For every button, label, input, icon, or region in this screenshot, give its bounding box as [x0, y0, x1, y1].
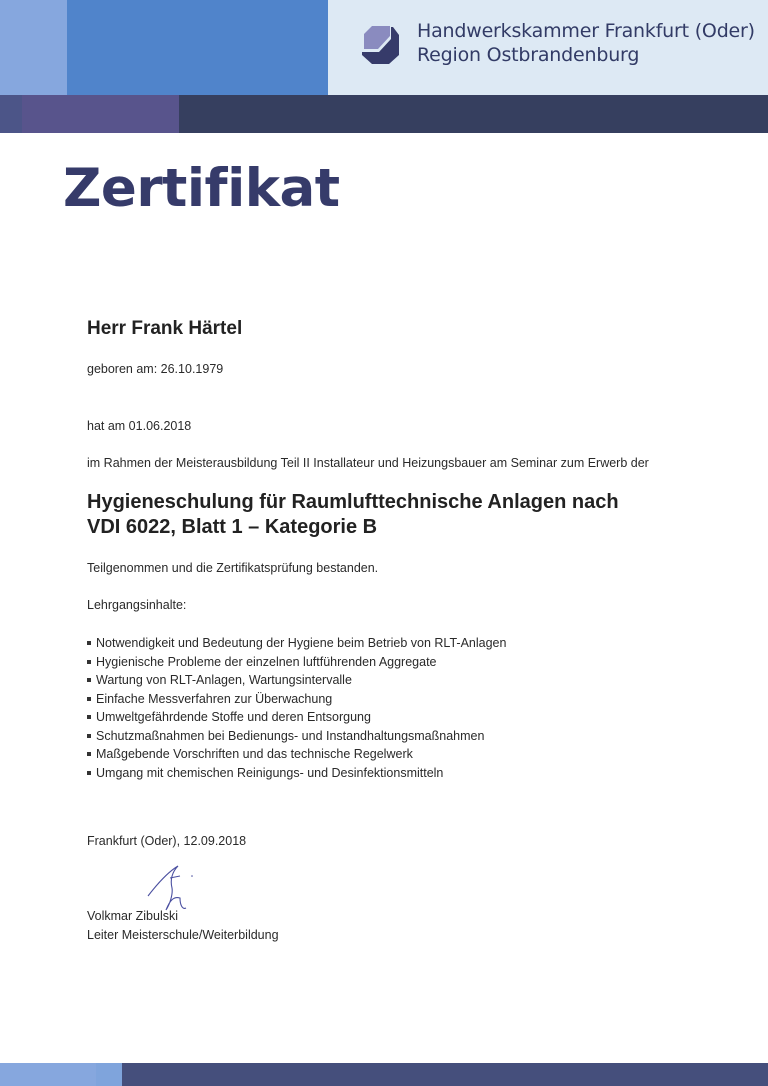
list-item: Wartung von RLT-Anlagen, Wartungsintervalle [87, 671, 506, 690]
footer-block-navy [122, 1063, 768, 1086]
bullet-icon [87, 734, 91, 738]
header-block-blue [67, 0, 328, 95]
header-stripe-edge [0, 95, 22, 133]
context-text: im Rahmen der Meisterausbildung Teil II Installateur und Heizungsbauer am Seminar zum Erwerb der [87, 456, 649, 470]
footer-band [0, 1063, 768, 1086]
contents-list [87, 634, 506, 782]
bullet-icon [87, 641, 91, 645]
course-title-line-2: VDI 6022, Blatt 1 – Kategorie B [87, 516, 378, 538]
course-title-line-1: Hygieneschulung für Raumlufttechnische Anlagen nach [87, 491, 619, 513]
organization-line-1: Handwerkskammer Frankfurt (Oder) [417, 20, 755, 42]
signatory-name: Volkmar Zibulski [87, 909, 178, 923]
course-title [87, 490, 619, 540]
bullet-icon [87, 697, 91, 701]
header-stripe-navy [179, 95, 768, 133]
bullet-icon [87, 715, 91, 719]
organization-line-2: Region Ostbrandenburg [417, 44, 640, 66]
header-stripe-purple [22, 95, 179, 133]
signatory-title: Leiter Meisterschule/Weiterbildung [87, 928, 279, 942]
result-text: Teilgenommen und die Zertifikatsprüfung bestanden. [87, 561, 379, 575]
header-block-light-blue [0, 0, 67, 95]
bullet-icon [87, 678, 91, 682]
bullet-icon [87, 660, 91, 664]
organization-name [417, 19, 755, 67]
list-item: Hygienische Probleme der einzelnen luftführenden Aggregate [87, 653, 506, 672]
list-item: Umweltgefährdende Stoffe und deren Entsorgung [87, 708, 506, 727]
list-item: Umgang mit chemischen Reinigungs- und Desinfektionsmitteln [87, 764, 506, 783]
list-item: Notwendigkeit und Bedeutung der Hygiene beim Betrieb von RLT-Anlagen [87, 634, 506, 653]
attendance-date: hat am 01.06.2018 [87, 419, 192, 433]
certificate-title: Zertifikat [63, 158, 340, 219]
recipient-name: Herr Frank Härtel [87, 318, 243, 339]
footer-block-blue [96, 1063, 122, 1086]
place-date: Frankfurt (Oder), 12.09.2018 [87, 834, 247, 848]
list-item: Maßgebende Vorschriften und das technische Regelwerk [87, 745, 506, 764]
list-item: Einfache Messverfahren zur Überwachung [87, 690, 506, 709]
octagon-logo-icon [360, 25, 400, 65]
contents-label: Lehrgangsinhalte: [87, 598, 187, 612]
footer-block-light-blue [0, 1063, 96, 1086]
bullet-icon [87, 752, 91, 756]
bullet-icon [87, 771, 91, 775]
birth-date: geboren am: 26.10.1979 [87, 362, 224, 376]
list-item: Schutzmaßnahmen bei Bedienungs- und Instandhaltungsmaßnahmen [87, 727, 506, 746]
header-band-bottom [0, 95, 768, 133]
